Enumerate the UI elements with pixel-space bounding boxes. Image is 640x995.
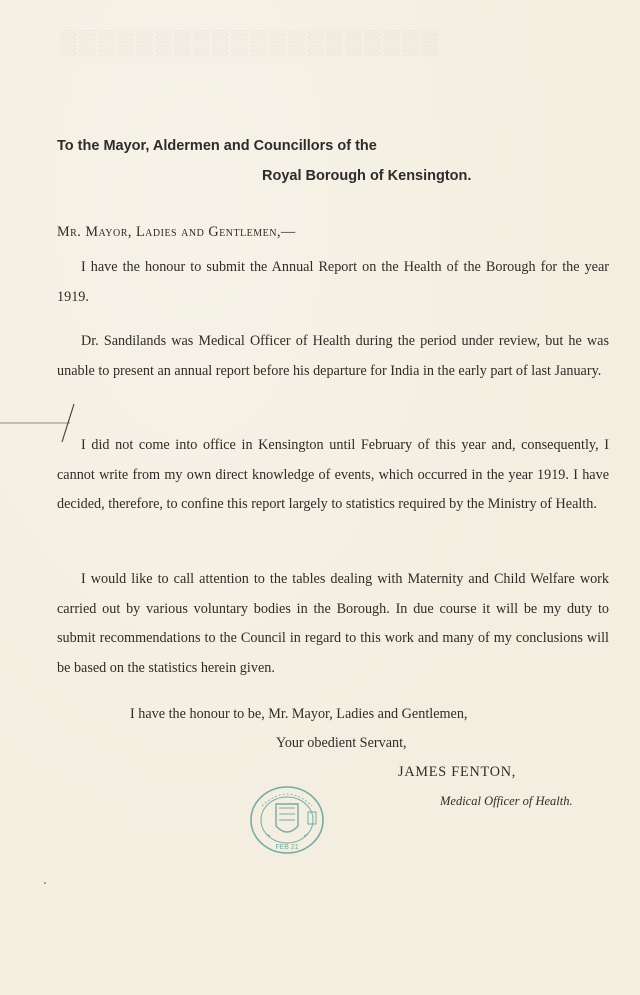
paper-speck [44, 882, 46, 884]
paragraph-previous-officer: Dr. Sandilands was Medical Officer of Health during the period under review, but he was unable to present an annual report before his departure for India in the early part of last January. [57, 333, 609, 379]
salutation: Mr. Mayor, Ladies and Gentlemen,— [57, 224, 296, 240]
signature-name: JAMES FENTON, [398, 764, 517, 780]
address-line-1: To the Mayor, Aldermen and Councillors of the [57, 138, 377, 154]
closing-line-1: I have the honour to be, Mr. Mayor, Ladies and Gentlemen, [130, 706, 468, 722]
stamp-date-text: FEB 21 [275, 844, 299, 851]
pencil-mark [0, 400, 120, 445]
paragraph-maternity-welfare: I would like to call attention to the tables dealing with Maternity and Child Welfare work carried out by various voluntary bodies in the Borough. In due course it will be my duty to submit recommendations to the Council in regard to this work and many of my conclusions will be based on the statistics herein given. [57, 571, 609, 676]
closing-line-2: Your obedient Servant, [276, 735, 407, 751]
address-line-2: Royal Borough of Kensington. [262, 168, 472, 184]
show-through-text: ▒▒▒▒▒▒▒▒▒▒▒▒▒▒▒▒▒▒▒▒ [60, 30, 441, 56]
paragraph-took-office: I did not come into office in Kensington until February of this year and, consequently, I cannot write from my own direct knowledge of events, which occurred in the year 1919. I have decided, therefore, to confine this report largely to statistics required by the Ministry of Health. [57, 437, 609, 512]
paragraph-annual-report: I have the honour to submit the Annual Report on the Health of the Borough for the year 1919. [57, 259, 609, 305]
signature-title: Medical Officer of Health. [440, 794, 573, 808]
library-stamp-seal [248, 784, 326, 856]
